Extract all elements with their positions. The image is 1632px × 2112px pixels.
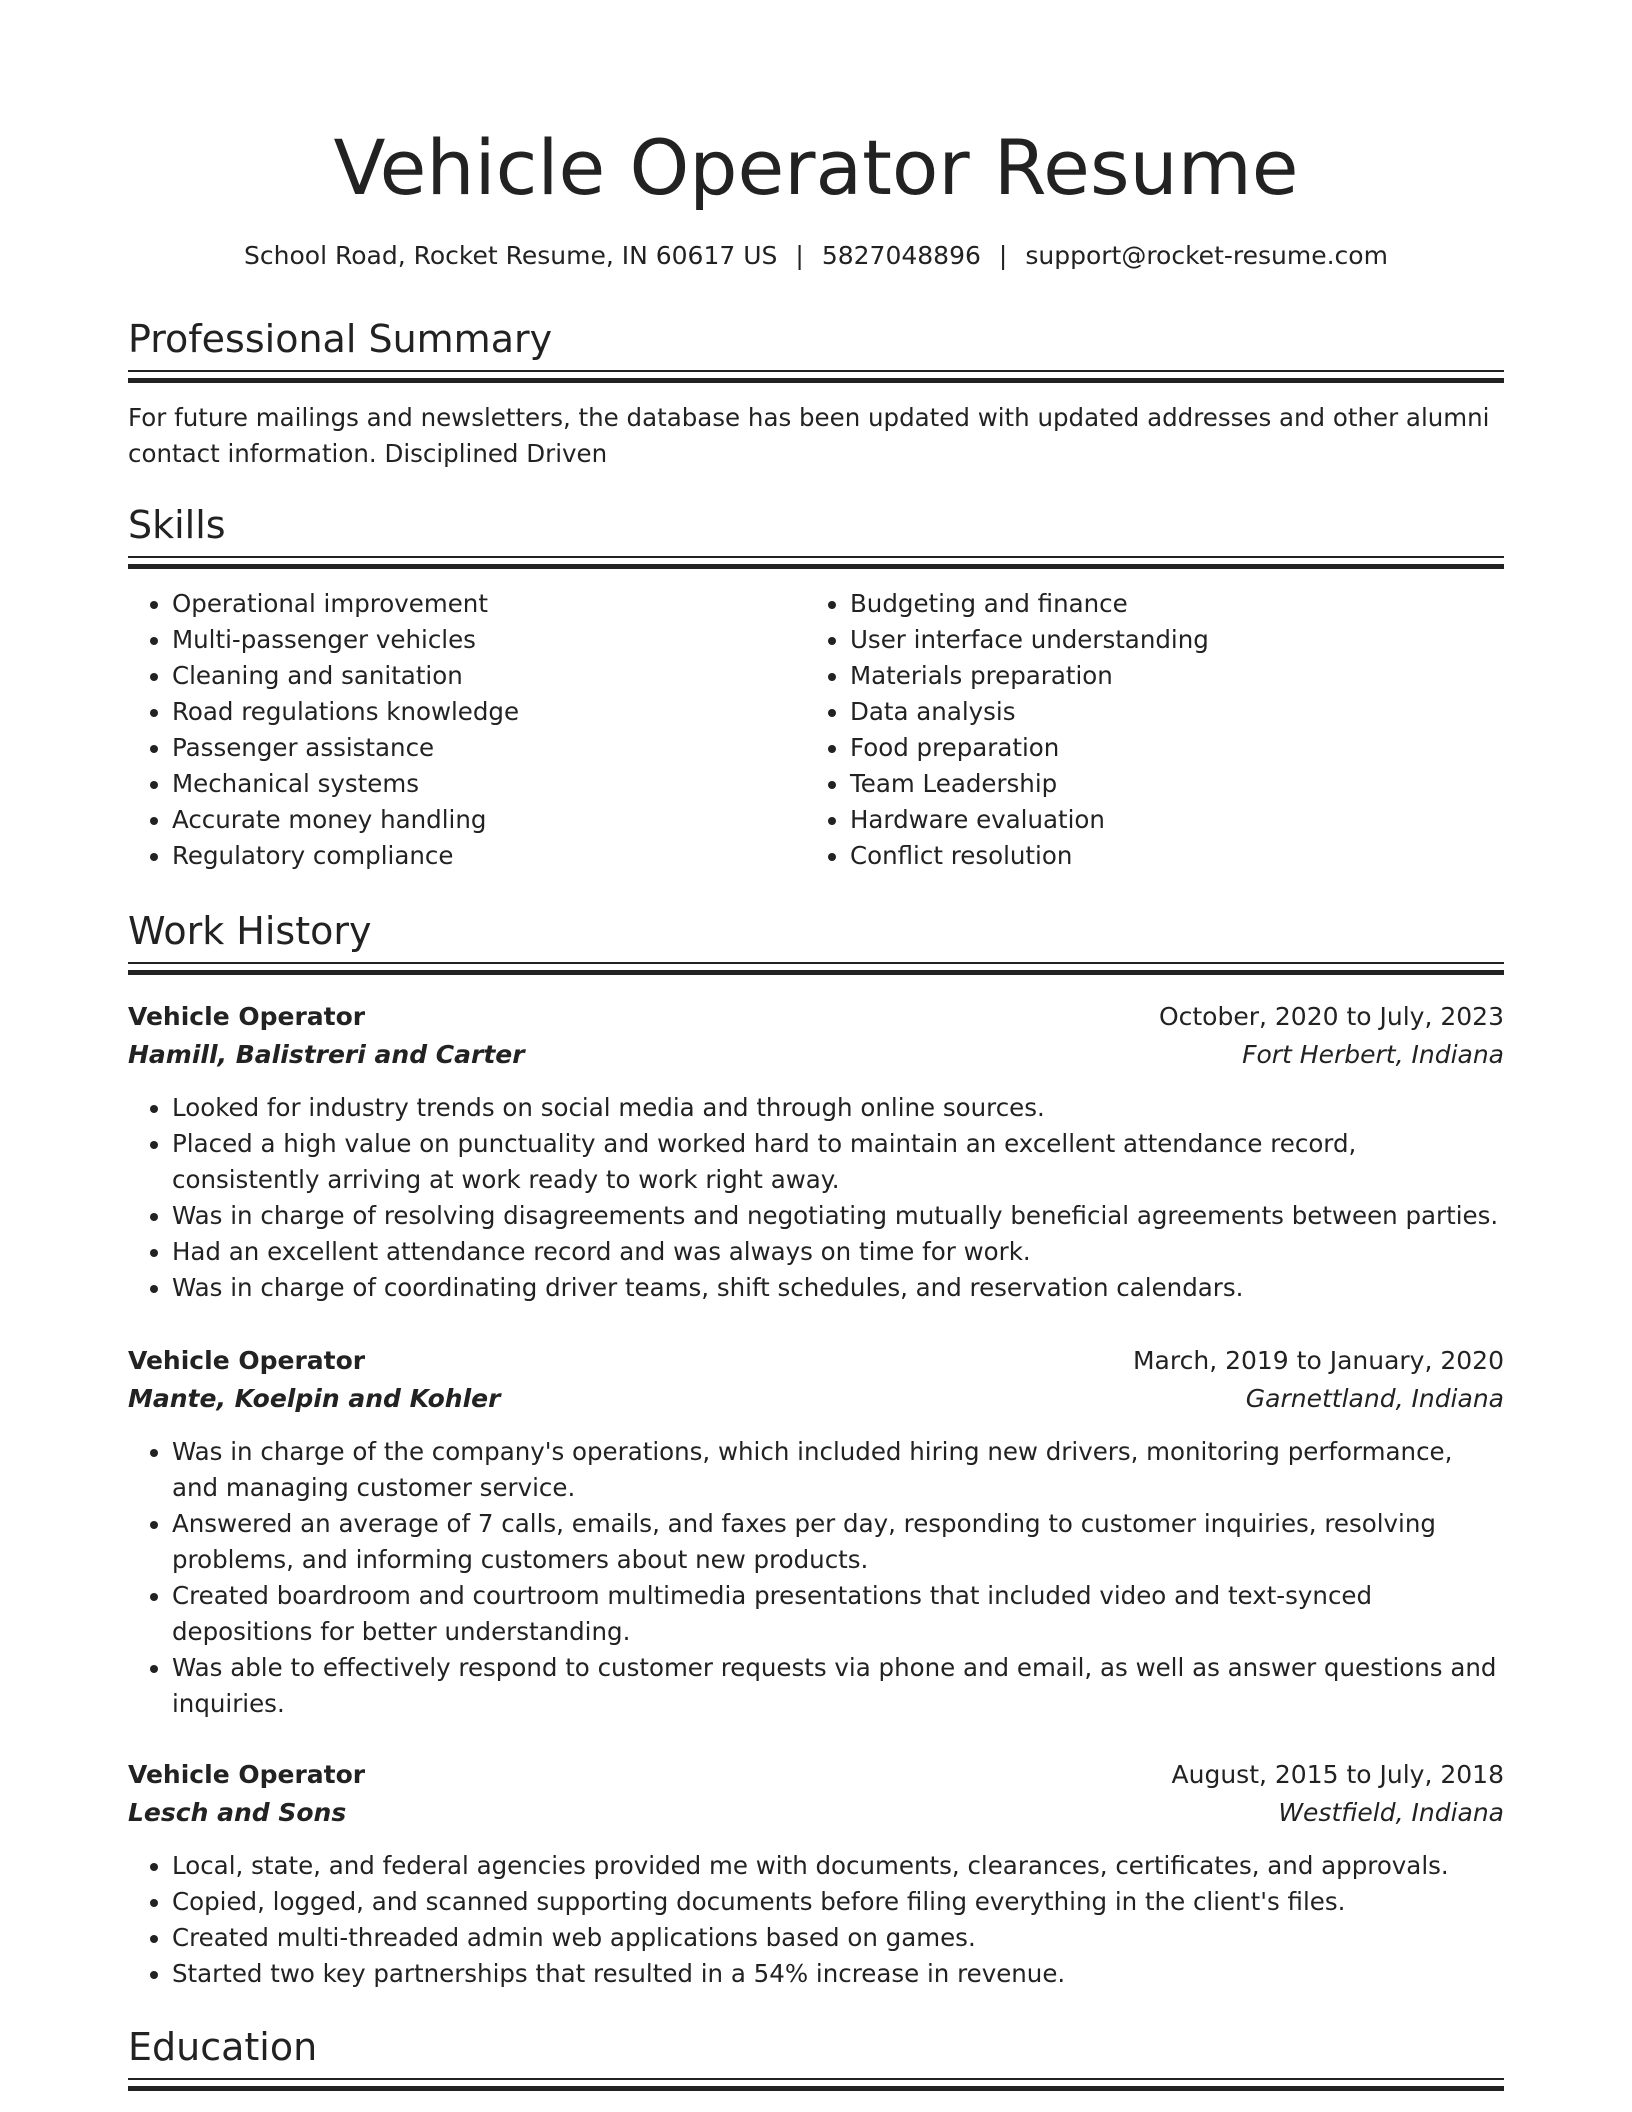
skill-item: • Data analysis xyxy=(850,694,1484,730)
job-bullets xyxy=(128,1848,1504,1992)
contact-email: support@rocket-resume.com xyxy=(1025,241,1388,270)
job-bullet: • Placed a high value on punctuality and worked hard to maintain an excellent attendance record, consistently arriving at work ready to work right away. xyxy=(172,1126,1504,1198)
contact-line xyxy=(128,236,1504,276)
job-bullet: • Had an excellent attendance record and was always on time for work. xyxy=(172,1234,1504,1270)
contact-address: School Road, Rocket Resume, IN 60617 US xyxy=(244,241,778,270)
skill-item: • Regulatory compliance xyxy=(172,838,806,874)
summary-heading: Professional Summary xyxy=(128,317,553,361)
skills-left-list xyxy=(128,586,806,874)
job-title: Vehicle Operator xyxy=(128,1002,366,1031)
skill-item: • Passenger assistance xyxy=(172,730,806,766)
job-title: Vehicle Operator xyxy=(128,1760,366,1789)
skill-item: • Road regulations knowledge xyxy=(172,694,806,730)
education-section xyxy=(128,2022,1504,2092)
work-history-heading: Work History xyxy=(128,909,372,953)
skill-item: • Conflict resolution xyxy=(850,838,1484,874)
section-divider xyxy=(128,962,1504,976)
job-bullet: • Was in charge of coordinating driver teams, shift schedules, and reservation calendars. xyxy=(172,1270,1504,1306)
job-bullets xyxy=(128,1090,1504,1306)
summary-text: For future mailings and newsletters, the database has been updated with updated addresses and other alumni contact information. Disciplined Driven xyxy=(128,403,1490,468)
summary-section xyxy=(128,314,1504,472)
skill-item: • Accurate money handling xyxy=(172,802,806,838)
job-bullet: • Created boardroom and courtroom multimedia presentations that included video and text-synced depositions for better understanding. xyxy=(172,1578,1504,1650)
job-dates: August, 2015 to July, 2018 xyxy=(1171,1760,1504,1789)
job-location: Garnettland, Indiana xyxy=(1245,1384,1504,1413)
work-history-section xyxy=(128,906,1504,976)
job-company-row xyxy=(128,1380,1504,1418)
skill-item: • Cleaning and sanitation xyxy=(172,658,806,694)
skill-item: • Food preparation xyxy=(850,730,1484,766)
job-bullet: • Looked for industry trends on social media and through online sources. xyxy=(172,1090,1504,1126)
skill-item: • Multi-passenger vehicles xyxy=(172,622,806,658)
job-company: Hamill, Balistreri and Carter xyxy=(128,1040,525,1069)
contact-phone: 5827048896 xyxy=(821,241,981,270)
skills-columns xyxy=(128,586,1504,874)
skill-item: • Operational improvement xyxy=(172,586,806,622)
job-bullet: • Answered an average of 7 calls, emails, and faxes per day, responding to customer inquiries, resolving problems, and informing customers about new products. xyxy=(172,1506,1504,1578)
contact-separator: | xyxy=(998,241,1008,270)
job-location: Fort Herbert, Indiana xyxy=(1242,1040,1504,1069)
job-dates: March, 2019 to January, 2020 xyxy=(1132,1346,1504,1375)
page-title: Vehicle Operator Resume xyxy=(333,123,1299,212)
job-company-row xyxy=(128,1794,1504,1832)
job-entry xyxy=(128,1756,1504,1992)
skill-item: • Hardware evaluation xyxy=(850,802,1484,838)
skill-item: • User interface understanding xyxy=(850,622,1484,658)
skill-item: • Mechanical systems xyxy=(172,766,806,802)
job-company-row xyxy=(128,1036,1504,1074)
job-company: Mante, Koelpin and Kohler xyxy=(128,1384,501,1413)
job-bullet: • Was in charge of resolving disagreements and negotiating mutually beneficial agreements between parties. xyxy=(172,1198,1504,1234)
job-bullets xyxy=(128,1434,1504,1722)
education-heading: Education xyxy=(128,2025,318,2069)
job-title-row xyxy=(128,998,1504,1036)
contact-separator: | xyxy=(795,241,804,270)
job-location: Westfield, Indiana xyxy=(1278,1798,1504,1827)
skills-heading: Skills xyxy=(128,503,226,547)
job-bullet: • Local, state, and federal agencies provided me with documents, clearances, certificates, and approvals. xyxy=(172,1848,1504,1884)
skill-item: • Materials preparation xyxy=(850,658,1484,694)
job-bullet: • Copied, logged, and scanned supporting documents before filing everything in the client's files. xyxy=(172,1884,1504,1920)
skills-right-list xyxy=(806,586,1484,874)
job-dates: October, 2020 to July, 2023 xyxy=(1158,1002,1504,1031)
skill-item: • Budgeting and finance xyxy=(850,586,1484,622)
section-divider xyxy=(128,370,1504,384)
section-divider xyxy=(128,2078,1504,2092)
job-company: Lesch and Sons xyxy=(128,1798,347,1827)
job-bullet: • Was able to effectively respond to customer requests via phone and email, as well as answer questions and inquiries. xyxy=(172,1650,1504,1722)
skills-section xyxy=(128,500,1504,874)
job-bullet: • Was in charge of the company's operations, which included hiring new drivers, monitoring performance, and managing customer service. xyxy=(172,1434,1504,1506)
skill-item: • Team Leadership xyxy=(850,766,1484,802)
job-title: Vehicle Operator xyxy=(128,1346,366,1375)
job-entry xyxy=(128,998,1504,1306)
section-divider xyxy=(128,556,1504,570)
job-bullet: • Started two key partnerships that resulted in a 54% increase in revenue. xyxy=(172,1956,1504,1992)
job-entry xyxy=(128,1342,1504,1722)
job-bullet: • Created multi-threaded admin web applications based on games. xyxy=(172,1920,1504,1956)
job-title-row xyxy=(128,1756,1504,1794)
job-title-row xyxy=(128,1342,1504,1380)
